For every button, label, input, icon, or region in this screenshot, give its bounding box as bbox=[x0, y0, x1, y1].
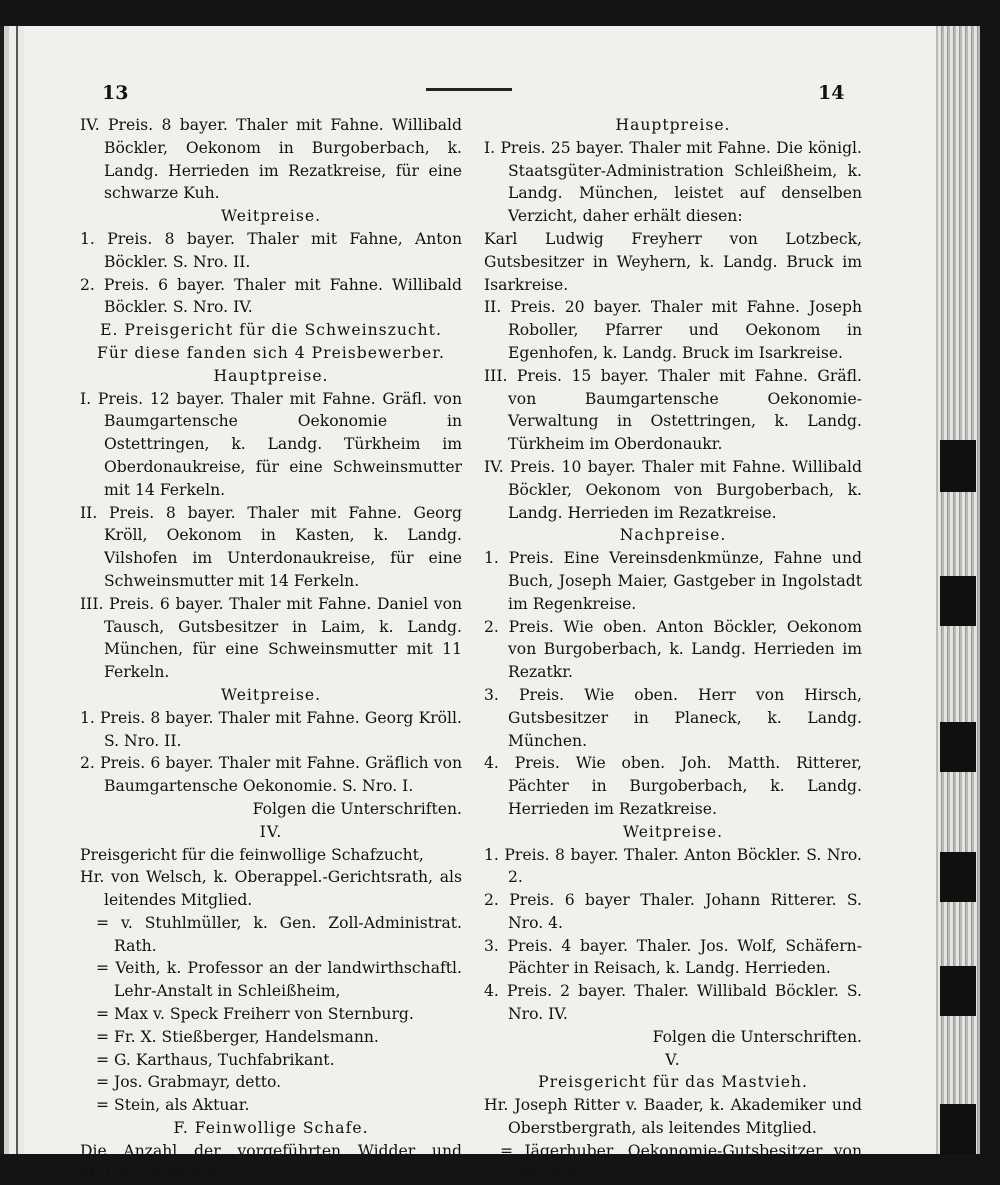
heading: Weitpreise. bbox=[220, 685, 322, 704]
heading: Weitpreise. bbox=[622, 822, 724, 841]
entry: IV. Preis. 8 bayer. Thaler mit Fahne. Willibald Böckler, Oekonom in Burgoberbach, k. Landg. Herrieden im Rezatkreise, für eine schwarze Kuh. bbox=[80, 116, 462, 203]
paragraph: Die Anzahl der vorgeführten Widder und Mutterschafe betrug 10. bbox=[80, 1141, 462, 1183]
left-column-text bbox=[80, 114, 462, 1185]
signature-note: Folgen die Unterschriften. bbox=[652, 1027, 862, 1046]
member-entry: = Jos. Grabmayr, detto. bbox=[96, 1073, 282, 1092]
book-gutter bbox=[0, 26, 24, 1154]
entry: II. Preis. 20 bayer. Thaler mit Fahne. Joseph Roboller, Pfarrer und Oekonom in Egenhofen, k. Landg. Bruck im Isarkreise. bbox=[484, 298, 862, 362]
entry: 1. Preis. 8 bayer. Thaler mit Fahne. Georg Kröll. S. Nro. II. bbox=[80, 708, 462, 750]
page-number-right: 14 bbox=[818, 82, 845, 104]
entry: 2. Preis. 6 bayer. Thaler mit Fahne. Gräflich von Baumgartensche Oekonomie. S. Nro. I. bbox=[80, 754, 462, 796]
entry: IV. Preis. 10 bayer. Thaler mit Fahne. Willibald Böckler, Oekonom von Burgoberbach, k. Landg. Herrieden im Rezatkreise. bbox=[484, 457, 862, 522]
header-rule bbox=[426, 88, 512, 91]
heading: Preisgericht für das Mastvieh. bbox=[538, 1073, 808, 1092]
entry: 2. Preis. 6 bayer. Thaler mit Fahne. Willibald Böckler. S. Nro. IV. bbox=[80, 275, 462, 317]
entry: I. Preis. 12 bayer. Thaler mit Fahne. Gräfl. von Baumgartensche Oekonomie in Ostettringen, k. Landg. Türkheim im Oberdonaukreise, für eine Schweinsmutter mit 14 Ferkeln. bbox=[80, 389, 462, 499]
member-entry: = Max v. Speck Freiherr von Sternburg. bbox=[96, 1005, 414, 1024]
entry: Hr. Joseph Ritter v. Baader, k. Akademiker und Oberstbergrath, als leitendes Mitglied. bbox=[484, 1096, 862, 1138]
entry: I. Preis. 25 bayer. Thaler mit Fahne. Die königl. Staatsgüter-Administration Schleißheim, k. Landg. München, leistet auf denselben Verzicht, daher erhält diesen: bbox=[484, 138, 862, 226]
member-entry: = Veith, k. Professor an der landwirthschaftl. Lehr-Anstalt in Schleißheim, bbox=[96, 959, 462, 1001]
member-entry: = Fr. X. Stießberger, Handelsmann. bbox=[96, 1027, 379, 1046]
entry: 4. Preis. Wie oben. Joh. Matth. Ritterer, Pächter in Burgoberbach, k. Landg. Herrieden im Rezatkreise. bbox=[484, 754, 862, 818]
entry: 1. Preis. Eine Vereinsdenkmünze, Fahne und Buch, Joseph Maier, Gastgeber in Ingolstadt im Regenkreise. bbox=[484, 549, 862, 613]
paragraph: Preisgericht für die feinwollige Schafzucht, bbox=[80, 845, 424, 864]
entry: 4. Preis. 2 bayer. Thaler. Willibald Böckler. S. Nro. IV. bbox=[484, 982, 862, 1024]
edge-tab bbox=[940, 722, 976, 772]
heading: Weitpreise. bbox=[220, 207, 322, 226]
heading: Hauptpreise. bbox=[213, 366, 329, 385]
entry: 2. Preis. Wie oben. Anton Böckler, Oekonom von Burgoberbach, k. Landg. Herrieden im Rezatkr. bbox=[484, 617, 862, 682]
heading: Für diese fanden sich 4 Preisbewerber. bbox=[97, 343, 445, 362]
entry: 3. Preis. 4 bayer. Thaler. Jos. Wolf, Schäfern-Pächter in Reisach, k. Landg. Herrieden. bbox=[484, 936, 862, 978]
page-number-left: 13 bbox=[102, 82, 129, 104]
heading: E. Preisgericht für die Schweinszucht. bbox=[100, 321, 442, 340]
member-entry: = Stein, als Aktuar. bbox=[96, 1096, 250, 1115]
edge-tab bbox=[940, 966, 976, 1016]
member-entry: = Jägerhuber, Oekonomie-Gutsbesitzer von Marhof. bbox=[500, 1141, 862, 1183]
edge-tab bbox=[940, 440, 976, 492]
heading: Hauptpreise. bbox=[615, 116, 731, 134]
heading: V. bbox=[665, 1050, 681, 1069]
heading: IV. bbox=[259, 822, 283, 841]
right-column-text bbox=[484, 114, 862, 1185]
entry: 2. Preis. 6 bayer Thaler. Johann Ritterer. S. Nro. 4. bbox=[484, 891, 862, 932]
entry: III. Preis. 6 bayer. Thaler mit Fahne. Daniel von Tausch, Gutsbesitzer in Laim, k. Landg. München, für eine Schweinsmutter mit 11 Ferkeln. bbox=[80, 594, 462, 682]
heading: Nachpreise. bbox=[619, 526, 727, 545]
edge-tab bbox=[940, 852, 976, 902]
edge-tab bbox=[940, 576, 976, 626]
paragraph: Karl Ludwig Freyherr von Lotzbeck, Gutsbesitzer in Weyhern, k. Landg. Bruck im Isarkreise. bbox=[484, 229, 862, 294]
edge-tab bbox=[940, 1104, 976, 1154]
member-entry: = v. Stuhlmüller, k. Gen. Zoll-Administrat. Rath. bbox=[96, 913, 462, 955]
signature-note: Folgen die Unterschriften. bbox=[252, 799, 462, 818]
entry: 3. Preis. Wie oben. Herr von Hirsch, Gutsbesitzer in Planeck, k. Landg. München. bbox=[484, 685, 862, 750]
entry: II. Preis. 8 bayer. Thaler mit Fahne. Georg Kröll, Oekonom in Kasten, k. Landg. Vilshofen im Unterdonaukreise, für eine Schweinsmutter mit 14 Ferkeln. bbox=[80, 503, 462, 590]
heading: F. Feinwollige Schafe. bbox=[173, 1119, 369, 1138]
entry: Hr. von Welsch, k. Oberappel.-Gerichtsrath, als leitendes Mitglied. bbox=[80, 868, 462, 910]
entry: III. Preis. 15 bayer. Thaler mit Fahne. Gräfl. von Baumgartensche Oekonomie-Verwaltung in Ostettringen, k. Landg. Türkheim im Oberdonaukr. bbox=[484, 366, 862, 454]
entry: 1. Preis. 8 bayer. Thaler mit Fahne, Anton Böckler. S. Nro. II. bbox=[80, 229, 462, 271]
member-entry: = G. Karthaus, Tuchfabrikant. bbox=[96, 1050, 335, 1069]
entry: 1. Preis. 8 bayer. Thaler. Anton Böckler. S. Nro. 2. bbox=[484, 845, 862, 887]
